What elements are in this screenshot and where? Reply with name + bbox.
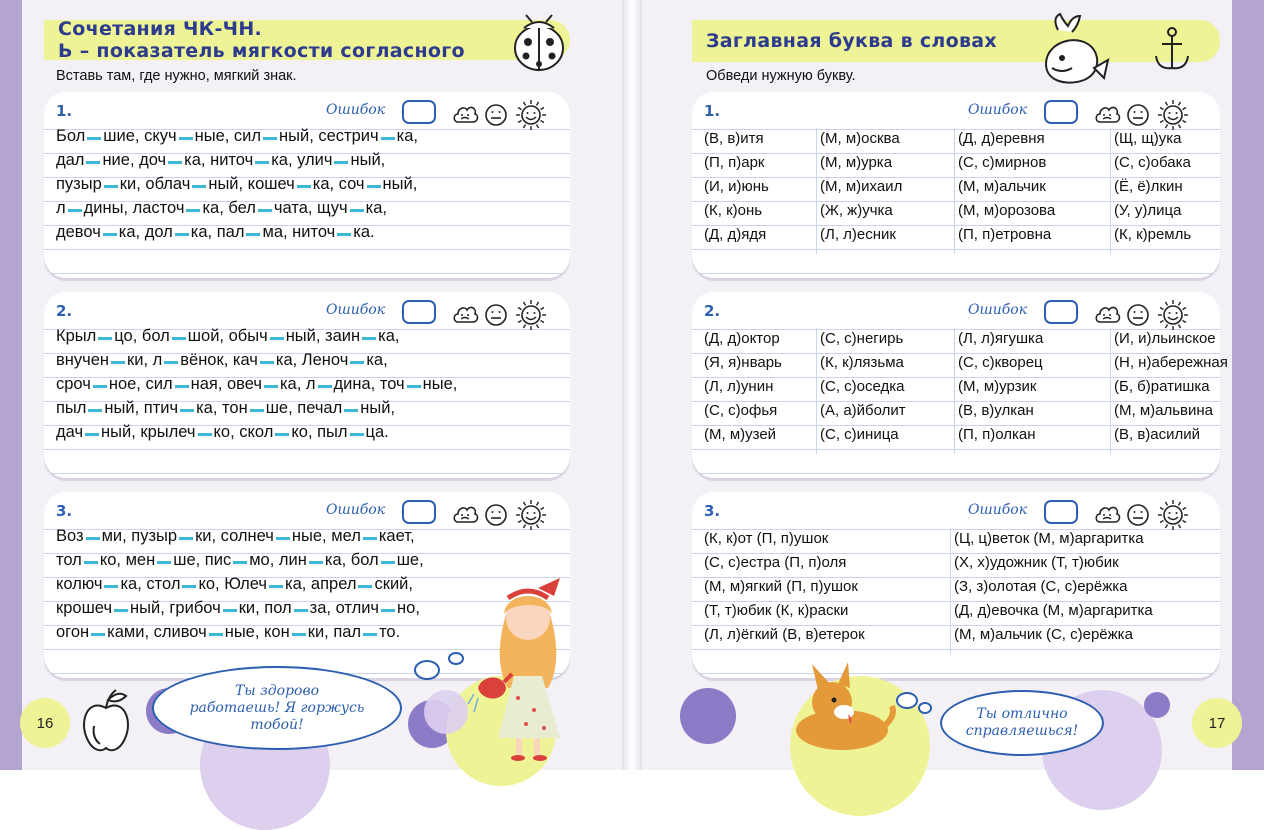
word-fragment: шой, обыч (187, 327, 268, 345)
word-fragment: ки, л (127, 351, 163, 369)
fill-blank[interactable] (179, 137, 193, 140)
choice-item[interactable]: (М, м)альчик (958, 178, 1046, 195)
whale-icon (1038, 12, 1110, 88)
left-edge-strip (0, 0, 22, 770)
errors-label: Ошибок (968, 302, 1028, 318)
word-fragment: ский, (374, 575, 413, 593)
word-fragment: ные, (422, 375, 458, 393)
choice-item[interactable]: (К, к)онь (704, 202, 763, 219)
word-fragment: ка, (396, 127, 418, 145)
bubble-tail-dot (896, 692, 918, 709)
choice-item[interactable]: (Д, д)еревня (958, 130, 1045, 147)
fill-blank[interactable] (407, 385, 421, 388)
ladybug-icon (506, 14, 572, 74)
exercise-line (56, 396, 556, 420)
neutral-face-icon (1125, 102, 1151, 128)
dog-illustration (792, 660, 896, 756)
errors-count-box[interactable] (402, 100, 436, 124)
exercise-number: 2. (704, 302, 721, 320)
exercise-line (56, 172, 556, 196)
card-header (44, 298, 570, 324)
fill-blank[interactable] (164, 361, 178, 364)
word-fragment: ные, сил (194, 127, 262, 145)
fill-blank[interactable] (363, 537, 377, 540)
column-divider (950, 528, 951, 654)
word-fragment: кает, (378, 527, 415, 545)
fill-blank[interactable] (172, 337, 186, 340)
choice-grid (704, 127, 1208, 247)
word-fragment: л (56, 199, 66, 217)
choice-item[interactable]: (К, к)ремль (1114, 226, 1192, 243)
word-fragment: ка, пал (190, 223, 245, 241)
choice-item[interactable]: (С, с)обака (1114, 154, 1191, 171)
word-fragment: ный, кошеч (208, 175, 295, 193)
choice-item[interactable]: (К, к)от (П, п)ушок (704, 530, 829, 547)
bubble-tail-dot (448, 652, 464, 665)
encouragement-bubble (940, 690, 1104, 756)
choice-item[interactable]: (К, к)лязьма (820, 354, 904, 371)
exercise-card-3 (692, 492, 1220, 678)
anchor-icon (1152, 26, 1192, 72)
fill-blank[interactable] (260, 361, 274, 364)
fill-blank[interactable] (344, 409, 358, 412)
fill-blank[interactable] (175, 385, 189, 388)
word-fragment: пыл (56, 399, 87, 417)
fill-blank[interactable] (84, 561, 98, 564)
fill-blank[interactable] (198, 433, 212, 436)
word-fragment: чата, щуч (273, 199, 348, 217)
word-fragment: ми, пузыр (101, 527, 178, 545)
exercise-number: 1. (56, 102, 73, 120)
choice-item[interactable]: (П, п)олкан (958, 426, 1036, 443)
decor-circle (1144, 692, 1170, 718)
fill-blank[interactable] (381, 609, 395, 612)
fill-blank[interactable] (275, 433, 289, 436)
exercise-number: 3. (56, 502, 73, 520)
cloud-face-icon (1094, 102, 1120, 128)
exercise-number: 2. (56, 302, 73, 320)
errors-label: Ошибок (326, 302, 386, 318)
exercise-lines (56, 324, 556, 444)
choice-item[interactable]: (Ё, ё)лкин (1114, 178, 1183, 195)
fill-blank[interactable] (223, 609, 237, 612)
left-instruction: Вставь там, где нужно, мягкий знак. (56, 68, 297, 84)
choice-item[interactable]: (С, с)оседка (820, 378, 905, 395)
left-title-bar (44, 20, 570, 60)
choice-item[interactable]: (Д, д)октор (704, 330, 780, 347)
right-page (642, 0, 1232, 770)
word-fragment: ки, пол (238, 599, 292, 617)
choice-item[interactable]: (М, м)альчик (С, с)ерёжка (954, 626, 1133, 643)
page-number-right: 17 (1192, 698, 1242, 748)
right-title: Заглавная буква в словах (706, 30, 997, 52)
fill-blank[interactable] (179, 537, 193, 540)
page-number-left: 16 (20, 698, 70, 748)
word-fragment: ко, мен (99, 551, 156, 569)
choice-item[interactable]: (М, м)осква (820, 130, 900, 147)
word-fragment: ный, крылеч (101, 423, 196, 441)
fill-blank[interactable] (192, 185, 206, 188)
fill-blank[interactable] (337, 233, 351, 236)
bubble-line-2: справляешься! (965, 723, 1079, 739)
fill-blank[interactable] (363, 633, 377, 636)
word-fragment: ко, пыл (291, 423, 348, 441)
word-fragment: ко, скол (213, 423, 274, 441)
fill-blank[interactable] (91, 633, 105, 636)
word-fragment: ное, сил (108, 375, 173, 393)
choice-item[interactable]: (М, м)узей (704, 426, 777, 443)
fill-blank[interactable] (93, 385, 107, 388)
choice-item[interactable]: (Т, т)юбик (К, к)раски (704, 602, 849, 619)
left-title-line1: Сочетания ЧК-ЧН. (58, 18, 263, 40)
exercise-line (56, 524, 556, 548)
fill-blank[interactable] (358, 585, 372, 588)
fill-blank[interactable] (258, 209, 272, 212)
column-divider (1110, 128, 1111, 254)
errors-label: Ошибок (326, 502, 386, 518)
choice-item[interactable]: (Д, д)ядя (704, 226, 767, 243)
word-fragment: ный, грибоч (130, 599, 221, 617)
fill-blank[interactable] (103, 233, 117, 236)
fill-blank[interactable] (85, 433, 99, 436)
fill-blank[interactable] (255, 161, 269, 164)
choice-item[interactable]: (В, в)итя (704, 130, 764, 147)
word-fragment: ка, Леноч (275, 351, 349, 369)
right-instruction: Обведи нужную букву. (706, 68, 856, 84)
fill-blank[interactable] (276, 537, 290, 540)
bubble-line-3: тобой! (250, 716, 304, 733)
column-divider (816, 328, 817, 454)
choice-item[interactable]: (М, м)ягкий (П, п)ушок (704, 578, 858, 595)
cloud-face-icon (1094, 302, 1120, 328)
word-fragment: ки, пал (307, 623, 362, 641)
fill-blank[interactable] (297, 185, 311, 188)
fill-blank[interactable] (87, 137, 101, 140)
word-fragment: ный, птич (104, 399, 179, 417)
column-divider (954, 128, 955, 254)
cloud-face-icon (1094, 502, 1120, 528)
apple-icon (78, 686, 134, 758)
choice-item[interactable]: (М, м)урка (820, 154, 893, 171)
fill-blank[interactable] (263, 137, 277, 140)
word-fragment: ка. (353, 223, 375, 241)
neutral-face-icon (1125, 302, 1151, 328)
fill-blank[interactable] (350, 209, 364, 212)
neutral-face-icon (1125, 502, 1151, 528)
fill-blank[interactable] (157, 561, 171, 564)
choice-item[interactable]: (Л, л)ягушка (958, 330, 1044, 347)
errors-label: Ошибок (968, 102, 1028, 118)
girl-illustration (468, 578, 588, 763)
word-fragment: то. (379, 623, 401, 641)
fill-blank[interactable] (270, 337, 284, 340)
exercise-line (56, 124, 556, 148)
word-fragment: Бол (56, 127, 86, 145)
word-fragment: цо, бол (114, 327, 170, 345)
word-fragment: ный, (382, 175, 418, 193)
choice-item[interactable]: (М, м)урзик (958, 378, 1037, 395)
word-fragment: девоч (56, 223, 101, 241)
word-fragment: ные, кон (224, 623, 290, 641)
choice-item[interactable]: (У, у)лица (1114, 202, 1182, 219)
choice-item[interactable]: (Я, я)нварь (704, 354, 782, 371)
right-edge-strip (1232, 0, 1264, 770)
choice-item[interactable]: (М, м)ихаил (820, 178, 903, 195)
word-fragment: ная, овеч (190, 375, 262, 393)
word-fragment: ка, дол (118, 223, 173, 241)
fill-blank[interactable] (186, 209, 200, 212)
exercise-line (56, 420, 556, 444)
word-fragment: ка, (378, 327, 400, 345)
choice-item[interactable]: (С, с)естра (П, п)оля (704, 554, 847, 571)
word-fragment: пузыр (56, 175, 102, 193)
choice-item[interactable]: (И, и)юнь (704, 178, 769, 195)
word-fragment: ный, заин (285, 327, 361, 345)
exercise-number: 3. (704, 502, 721, 520)
word-fragment: ный, (360, 399, 396, 417)
fill-blank[interactable] (209, 633, 223, 636)
choice-item[interactable]: (Л, л)ёгкий (В, в)етерок (704, 626, 865, 643)
fill-blank[interactable] (309, 561, 323, 564)
fill-blank[interactable] (292, 633, 306, 636)
decor-circle (680, 688, 736, 744)
bubble-line-1: Ты отлично (976, 706, 1068, 722)
choice-item[interactable]: (С, с)иница (820, 426, 899, 443)
word-fragment: ше, (396, 551, 424, 569)
exercise-line (56, 548, 556, 572)
word-fragment: Крыл (56, 327, 97, 345)
word-fragment: ка, апрел (285, 575, 357, 593)
fill-blank[interactable] (182, 585, 196, 588)
exercise-number: 1. (704, 102, 721, 120)
fill-blank[interactable] (180, 409, 194, 412)
fill-blank[interactable] (334, 161, 348, 164)
word-fragment: ка, улич (271, 151, 333, 169)
fill-blank[interactable] (168, 161, 182, 164)
fill-blank[interactable] (233, 561, 247, 564)
word-fragment: мо, лин (249, 551, 307, 569)
card-header (692, 498, 1220, 524)
choice-item[interactable]: (Л, л)есник (820, 226, 896, 243)
word-fragment: ки, солнеч (195, 527, 274, 545)
word-fragment: ки, облач (119, 175, 191, 193)
word-fragment: ка, ниточ (184, 151, 254, 169)
choice-item[interactable]: (М, м)орозова (958, 202, 1056, 219)
exercise-lines (56, 124, 556, 244)
fill-blank[interactable] (362, 337, 376, 340)
errors-count-box[interactable] (1044, 100, 1078, 124)
word-fragment: ный, (350, 151, 386, 169)
fill-blank[interactable] (111, 361, 125, 364)
word-fragment: дина, точ (333, 375, 405, 393)
word-fragment: ше, пис (173, 551, 232, 569)
word-fragment: сроч (56, 375, 91, 393)
exercise-line (56, 220, 556, 244)
word-fragment: внучен (56, 351, 110, 369)
word-fragment: ка, тон (196, 399, 248, 417)
word-fragment: ка, (365, 199, 387, 217)
word-fragment: вёнок, кач (180, 351, 258, 369)
word-fragment: дал (56, 151, 85, 169)
choice-item[interactable]: (А, а)йболит (820, 402, 906, 419)
choice-item[interactable]: (Ж, ж)учка (820, 202, 893, 219)
choice-item[interactable]: (И, и)льинское (1114, 330, 1216, 347)
choice-item[interactable]: (М, м)альвина (1114, 402, 1214, 419)
word-fragment: ние, доч (102, 151, 167, 169)
card-header (44, 98, 570, 124)
fill-blank[interactable] (269, 585, 283, 588)
fill-blank[interactable] (250, 409, 264, 412)
exercise-line (56, 372, 556, 396)
card-header (44, 498, 570, 524)
word-fragment: дины, ласточ (83, 199, 185, 217)
errors-count-box[interactable] (1044, 300, 1078, 324)
left-title-line2: Ь – показатель мягкости согласного (58, 40, 465, 62)
fill-blank[interactable] (175, 233, 189, 236)
choice-item[interactable]: (П, п)арк (704, 154, 765, 171)
word-fragment: ца. (365, 423, 389, 441)
choice-item[interactable]: (Л, л)унин (704, 378, 774, 395)
fill-blank[interactable] (246, 233, 260, 236)
choice-item[interactable]: (Ц, ц)веток (М, м)аргаритка (954, 530, 1144, 547)
word-fragment: ные, мел (291, 527, 361, 545)
fill-blank[interactable] (381, 561, 395, 564)
fill-blank[interactable] (350, 361, 364, 364)
choice-grid (704, 327, 1228, 447)
word-fragment: ка, (366, 351, 388, 369)
word-fragment: тол (56, 551, 82, 569)
decor-circle (424, 690, 468, 734)
word-fragment: ка, бел (202, 199, 256, 217)
exercise-card-1 (44, 92, 570, 278)
fill-blank[interactable] (350, 433, 364, 436)
fill-blank[interactable] (294, 609, 308, 612)
choice-item[interactable]: (З, з)олотая (С, с)ерёжка (954, 578, 1128, 595)
column-divider (1110, 328, 1111, 454)
exercise-line (56, 324, 556, 348)
choice-item[interactable]: (В, в)улкан (958, 402, 1034, 419)
word-fragment: ками, сливоч (107, 623, 207, 641)
page-gutter (622, 0, 642, 770)
right-title-bar (692, 20, 1220, 62)
column-divider (954, 328, 955, 454)
word-fragment: ше, печал (265, 399, 343, 417)
left-page (22, 0, 622, 770)
errors-count-box[interactable] (1044, 500, 1078, 524)
fill-blank[interactable] (86, 537, 100, 540)
exercise-card-2 (44, 292, 570, 478)
word-fragment: ко, Юлеч (198, 575, 267, 593)
errors-label: Ошибок (968, 502, 1028, 518)
fill-blank[interactable] (104, 585, 118, 588)
word-fragment: ка, бол (324, 551, 379, 569)
fill-blank[interactable] (318, 385, 332, 388)
card-header (692, 298, 1220, 324)
errors-count-box[interactable] (402, 300, 436, 324)
word-fragment: ка, л (279, 375, 316, 393)
choice-item[interactable]: (В, в)асилий (1114, 426, 1201, 443)
fill-blank[interactable] (98, 337, 112, 340)
fill-blank[interactable] (367, 185, 381, 188)
fill-blank[interactable] (114, 609, 128, 612)
word-fragment: но, (397, 599, 420, 617)
word-fragment: дач (56, 423, 84, 441)
fill-blank[interactable] (88, 409, 102, 412)
word-fragment: шие, скуч (103, 127, 177, 145)
choice-item[interactable]: (С, с)кворец (958, 354, 1043, 371)
word-fragment: ка, стол (120, 575, 181, 593)
fill-blank[interactable] (264, 385, 278, 388)
word-fragment: ка, соч (312, 175, 365, 193)
choice-item[interactable]: (С, с)офья (704, 402, 778, 419)
bubble-tail-dot (414, 660, 440, 680)
choice-item[interactable]: (Б, б)ратишка (1114, 378, 1210, 395)
choice-grid (704, 527, 1208, 647)
bubble-line-2: работаешь! Я горжусь (189, 699, 365, 716)
choice-item[interactable]: (С, с)негирь (820, 330, 904, 347)
fill-blank[interactable] (381, 137, 395, 140)
choice-item[interactable]: (Щ, щ)ука (1114, 130, 1182, 147)
choice-item[interactable]: (С, с)мирнов (958, 154, 1047, 171)
card-header (692, 98, 1220, 124)
word-fragment: крошеч (56, 599, 113, 617)
encouragement-bubble (152, 666, 402, 750)
fill-blank[interactable] (86, 161, 100, 164)
exercise-line (56, 348, 556, 372)
exercise-line (56, 148, 556, 172)
choice-item[interactable]: (Н, н)абережная (1114, 354, 1228, 371)
choice-item[interactable]: (Д, д)евочка (М, м)аргаритка (954, 602, 1153, 619)
errors-count-box[interactable] (402, 500, 436, 524)
word-fragment: колюч (56, 575, 103, 593)
fill-blank[interactable] (68, 209, 82, 212)
exercise-line (56, 196, 556, 220)
exercise-card-2 (692, 292, 1228, 478)
choice-item[interactable]: (Х, х)удожник (Т, т)юбик (954, 554, 1119, 571)
column-divider (816, 128, 817, 254)
bubble-line-1: Ты здорово (234, 682, 320, 699)
word-fragment: за, отлич (309, 599, 380, 617)
word-fragment: ный, сестрич (279, 127, 379, 145)
exercise-card-1 (692, 92, 1220, 278)
word-fragment: огон (56, 623, 90, 641)
word-fragment: Воз (56, 527, 84, 545)
word-fragment: ма, ниточ (262, 223, 336, 241)
bubble-tail-dot (918, 702, 932, 714)
fill-blank[interactable] (104, 185, 118, 188)
errors-label: Ошибок (326, 102, 386, 118)
choice-item[interactable]: (П, п)етровна (958, 226, 1052, 243)
